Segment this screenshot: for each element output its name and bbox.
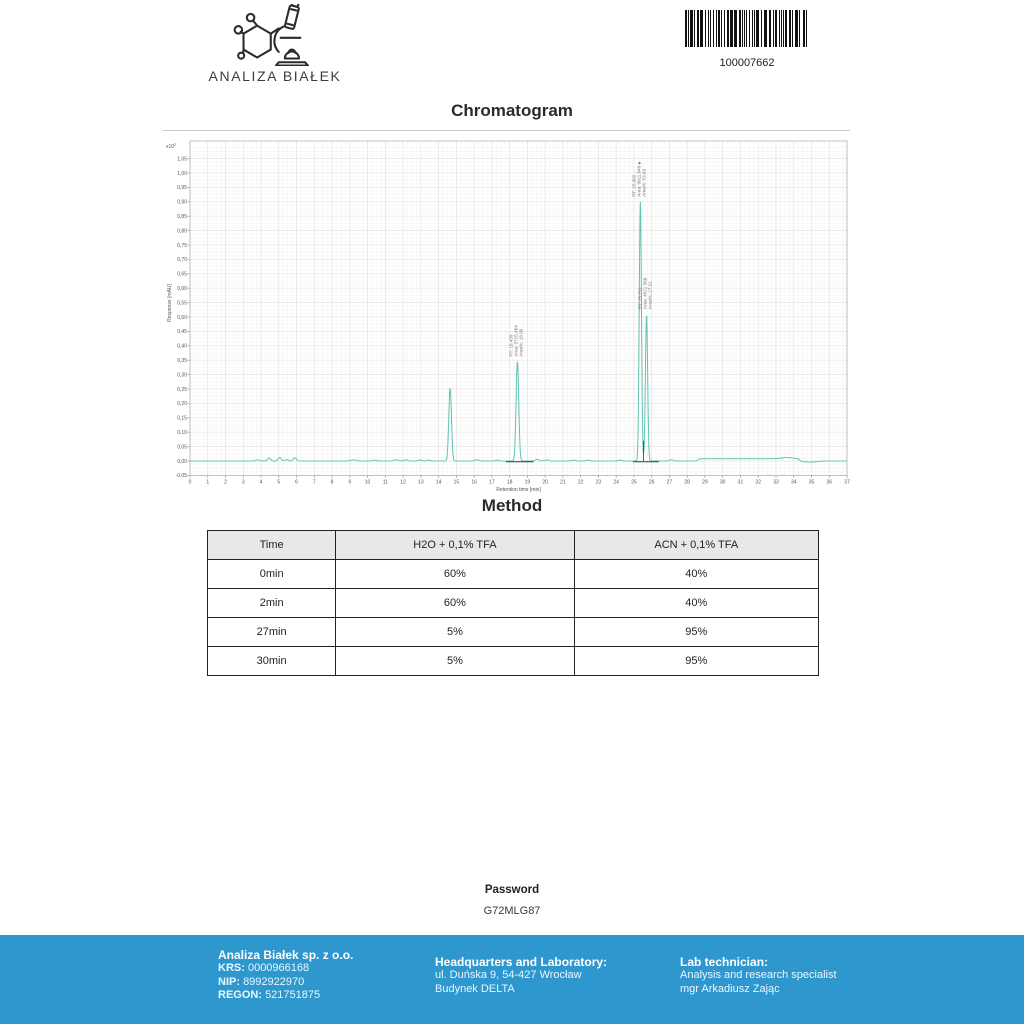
svg-text:26: 26 [648,479,655,486]
logo-text: ANALIZA BIAŁEK [208,68,342,84]
hq-address: ul. Duńska 9, 54-427 Wrocław [435,969,582,982]
svg-text:0,05: 0,05 [177,444,187,451]
svg-text:3: 3 [241,479,245,486]
technician-title: Lab technician: [680,955,769,969]
chromatogram-title: Chromatogram [451,101,573,120]
footer-technician-block [680,956,837,996]
svg-text:0,65: 0,65 [177,271,187,278]
table-row [208,560,819,589]
svg-text:6: 6 [295,479,298,486]
company-nip [218,976,353,989]
svg-text:Response [mAU]: Response [mAU] [167,284,173,322]
svg-text:Area: 9911.849 ◆: Area: 9911.849 ◆ [636,161,642,197]
svg-text:x102: $x10^2$ [166,143,177,150]
svg-text:32: 32 [755,479,761,486]
svg-text:10: 10 [364,479,371,486]
svg-text:23: 23 [595,479,602,486]
method-title: Method [481,496,543,515]
svg-text:0,25: 0,25 [177,386,187,393]
svg-text:Area%: 53.00: Area%: 53.00 [641,168,647,197]
hq-title: Headquarters and Laboratory: [435,955,608,969]
svg-text:18: 18 [506,479,513,486]
svg-text:9: 9 [348,479,352,486]
method-table-col-header: H2O + 0,1% TFA [336,531,574,560]
svg-text:Area: 3725.464: Area: 3725.464 [513,325,519,357]
svg-text:34: 34 [790,479,797,486]
method-table-col-header: Time [208,531,336,560]
table-cell: 30min [208,647,336,676]
svg-text:1,05: 1,05 [177,156,187,163]
svg-text:5: 5 [277,479,281,486]
table-cell: 60% [336,589,574,618]
table-cell: 40% [574,589,818,618]
chromatogram-plot [163,131,850,492]
table-cell: 0min [208,560,336,589]
table-cell: 2min [208,589,336,618]
table-row [208,647,819,676]
footer [0,935,1024,1024]
svg-text:16: 16 [471,479,477,486]
nip-label: NIP: [218,975,240,988]
svg-text:37: 37 [844,479,850,486]
svg-text:0,80: 0,80 [177,228,187,235]
method-table-col-header: ACN + 0,1% TFA [574,531,818,560]
svg-text:0,95: 0,95 [177,185,187,192]
footer-hq-block [435,956,607,996]
barcode-icon [685,10,809,47]
svg-text:0,50: 0,50 [177,314,187,321]
svg-text:22: 22 [577,479,584,486]
svg-text:0,70: 0,70 [177,257,187,264]
svg-text:33: 33 [773,479,779,486]
svg-text:0,00: 0,00 [177,458,187,465]
svg-text:0,40: 0,40 [177,343,187,350]
svg-text:21: 21 [560,479,566,486]
svg-text:0,60: 0,60 [177,286,187,292]
svg-text:31: 31 [737,479,744,486]
table-cell: 95% [574,647,818,676]
svg-text:29: 29 [702,479,708,486]
method-table-header [208,531,819,560]
hq-building: Budynek DELTA [435,982,515,995]
svg-text:Area%: 18.99: Area%: 18.99 [518,328,524,357]
table-cell: 95% [574,618,818,647]
company-name: Analiza Białek sp. z o.o. [218,948,354,962]
svg-text:0,20: 0,20 [177,401,187,408]
svg-text:RT: 18.439: RT: 18.439 [508,334,514,357]
chemistry-microscope-icon [229,4,321,66]
svg-text:20: 20 [542,479,548,486]
technician-role: Analysis and research specialist [680,969,837,982]
footer-company-block [218,949,353,1003]
svg-text:0,10: 0,10 [177,430,187,436]
svg-text:2: 2 [224,479,227,486]
svg-text:19: 19 [524,479,531,486]
svg-text:12: 12 [400,479,406,486]
company-krs [218,962,353,975]
svg-text:36: 36 [826,479,833,486]
svg-text:0,30: 0,30 [177,372,187,379]
svg-text:0,90: 0,90 [177,199,187,206]
svg-text:28: 28 [684,479,690,486]
nip-value: 8992922970 [243,975,305,988]
svg-text:RT: 25.362: RT: 25.362 [631,174,637,197]
svg-text:0: 0 [188,479,192,486]
svg-text:RT: 25.711: RT: 25.711 [637,287,643,310]
krs-label: KRS: [218,962,245,975]
svg-text:Retention time [min]: Retention time [min] [496,487,541,492]
barcode-block [684,10,810,69]
svg-text:11: 11 [382,479,388,486]
password-value: G72MLG87 [483,905,541,917]
table-cell: 27min [208,618,336,647]
svg-text:0,75: 0,75 [177,242,187,249]
svg-text:0,35: 0,35 [177,358,187,364]
svg-text:7: 7 [312,479,316,486]
svg-text:35: 35 [808,479,815,486]
svg-text:30: 30 [719,479,726,486]
svg-text:Area%: 27.01: Area%: 27.01 [647,281,653,310]
table-cell: 60% [336,560,574,589]
svg-text:27: 27 [666,479,673,486]
table-cell: 5% [336,647,574,676]
svg-text:Area: 4521.568: Area: 4521.568 [642,277,648,310]
svg-text:0,55: 0,55 [177,300,187,307]
logo-block [205,4,345,84]
svg-text:14: 14 [435,479,442,486]
svg-text:25: 25 [631,479,637,486]
table-cell: 40% [574,560,818,589]
svg-text:8: 8 [330,479,334,486]
barcode-number: 100007662 [719,57,775,69]
svg-text:15: 15 [453,479,460,486]
regon-label: REGON: [218,989,262,1002]
method-table [207,530,819,676]
svg-text:0,15: 0,15 [177,415,187,422]
svg-text:13: 13 [418,479,424,486]
table-row [208,589,819,618]
table-cell: 5% [336,618,574,647]
svg-text:17: 17 [489,479,495,486]
table-row [208,618,819,647]
regon-value: 521751875 [265,989,321,1002]
svg-text:1: 1 [206,479,210,486]
svg-text:0,45: 0,45 [177,329,187,336]
svg-text:0,85: 0,85 [177,214,187,220]
svg-text:1,00: 1,00 [177,170,187,177]
chromatogram-chart [163,130,850,492]
svg-text:24: 24 [613,479,619,486]
svg-text:4: 4 [259,479,263,486]
technician-name: mgr Arkadiusz Zając [680,982,780,995]
krs-value: 0000966168 [247,962,310,975]
svg-text:-0,05: -0,05 [175,473,187,480]
company-regon [218,989,353,1002]
password-label: Password [484,884,540,896]
